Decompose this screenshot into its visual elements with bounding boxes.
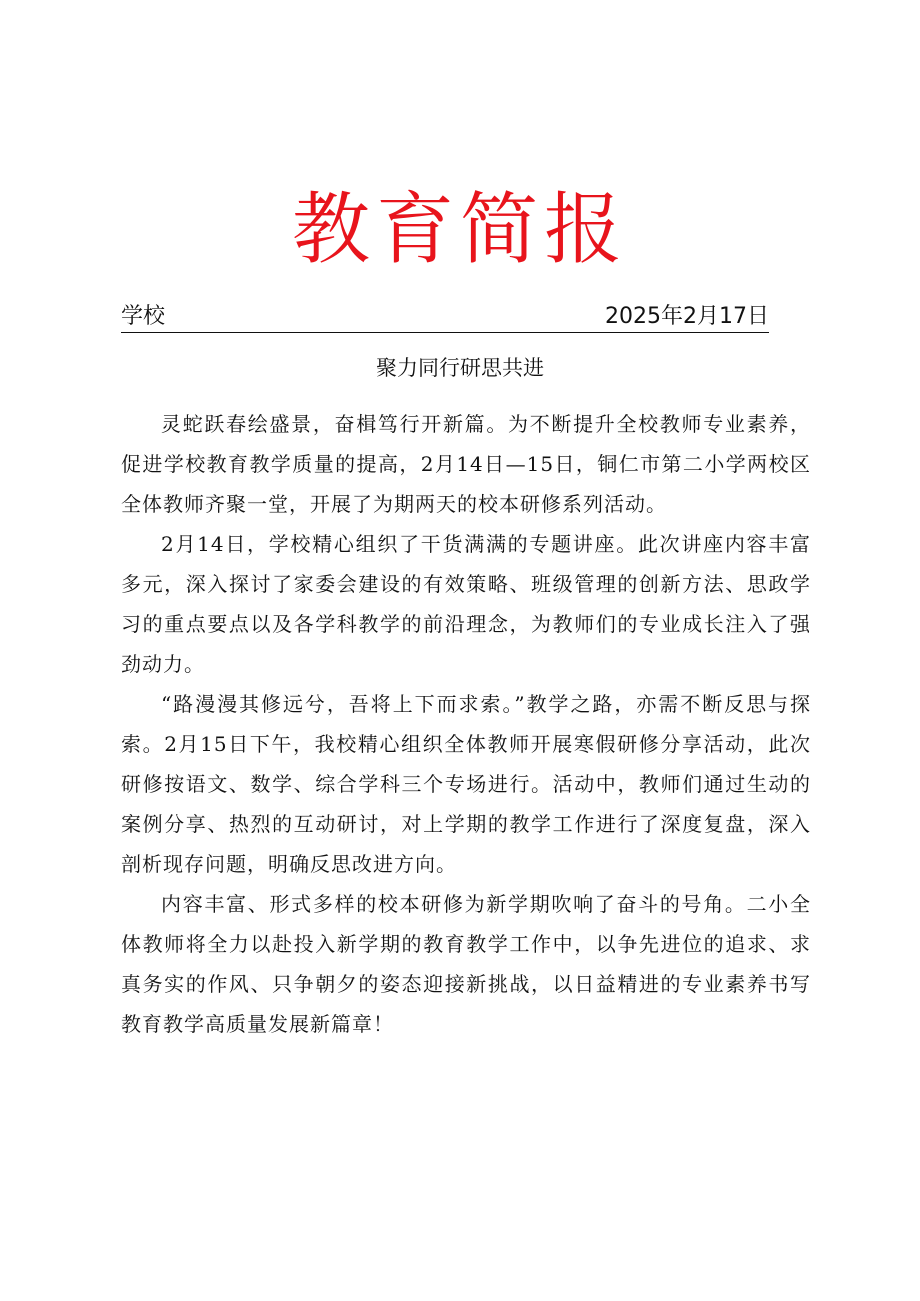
article-body [121, 404, 811, 1044]
issue-date: 2025年2月17日 [605, 304, 769, 329]
article-paragraph: 灵蛇跃春绘盛景，奋楫笃行开新篇。为不断提升全校教师专业素养，促进学校教育教学质量的提高，2月14日—15日，铜仁市第二小学两校区全体教师齐聚一堂，开展了为期两天的校本研修系列活动。 [121, 412, 811, 516]
school-label: 学校 [121, 304, 166, 329]
article-paragraph: 内容丰富、形式多样的校本研修为新学期吹响了奋斗的号角。二小全体教师将全力以赴投入新学期的教育教学工作中，以争先进位的追求、求真务实的作风、只争朝夕的姿态迎接新挑战，以日益精进的专业素养书写教育教学高质量发展新篇章！ [121, 892, 811, 1036]
article-paragraph: “路漫漫其修远兮，吾将上下而求索。”教学之路，亦需不断反思与探索。2月15日下午，我校精心组织全体教师开展寒假研修分享活动，此次研修按语文、数学、综合学科三个专场进行。活动中，教师们通过生动的案例分享、热烈的互动研讨，对上学期的教学工作进行了深度复盘，深入剖析现存问题，明确反思改进方向。 [121, 692, 811, 876]
meta-row [121, 302, 769, 333]
article-headline: 聚力同行研思共进 [376, 356, 544, 380]
newsletter-masthead: 教育简报 [291, 185, 628, 275]
article-paragraph: 2月14日，学校精心组织了干货满满的专题讲座。此次讲座内容丰富多元，深入探讨了家委会建设的有效策略、班级管理的创新方法、思政学习的重点要点以及各学科教学的前沿理念，为教师们的专业成长注入了强劲动力。 [121, 532, 811, 676]
